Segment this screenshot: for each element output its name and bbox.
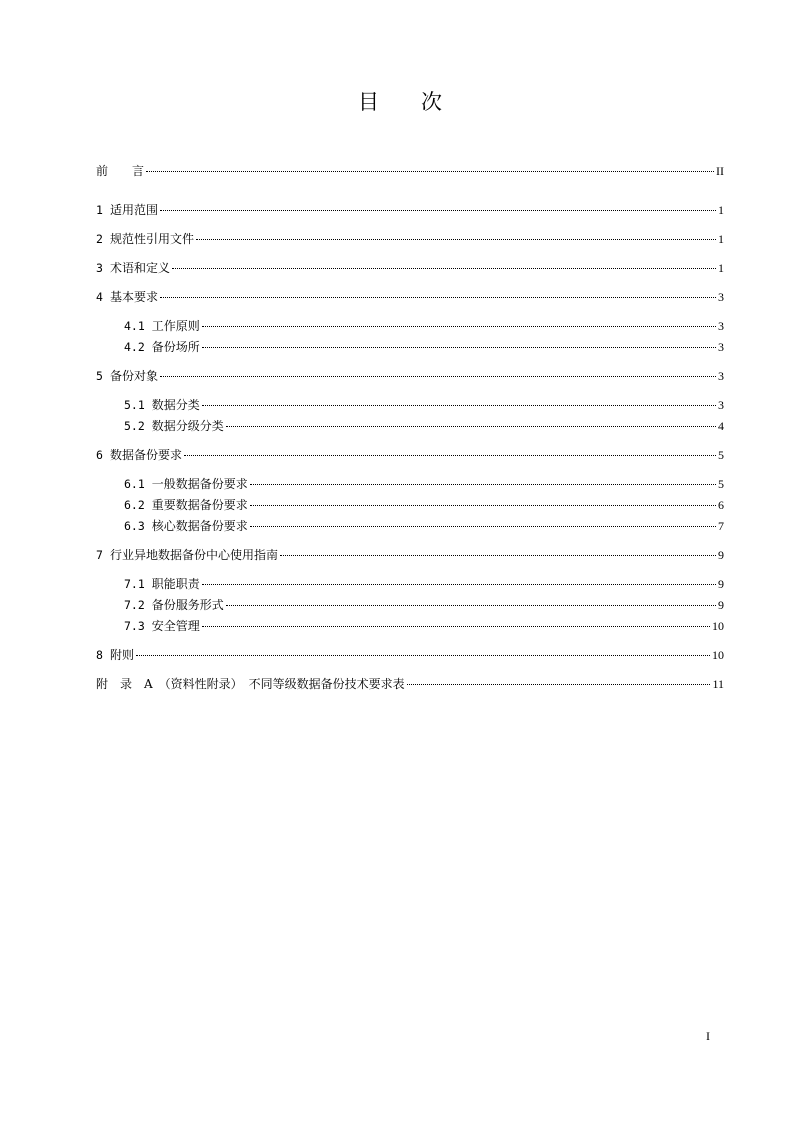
toc-entry-page: 3 [718, 319, 724, 333]
toc-entry-label: 行业异地数据备份中心使用指南 [109, 548, 278, 562]
dot-leader [160, 376, 716, 377]
toc-entry-label: 备份服务形式 [151, 598, 224, 612]
toc-entry-page: 10 [712, 648, 724, 662]
toc-entry-number: 6.1 [124, 477, 145, 491]
toc-entry-label: 数据分类 [151, 398, 200, 412]
dot-leader [226, 426, 716, 427]
toc-entry-page: 11 [712, 677, 724, 691]
toc-entry-page: 3 [718, 290, 724, 304]
dot-leader [250, 505, 716, 506]
dot-leader [160, 210, 716, 211]
toc-entry-number: 6.2 [124, 498, 145, 512]
title-char-1: 目 [358, 90, 379, 114]
toc-entry-label: 工作原则 [151, 319, 200, 333]
toc-entry-7[interactable] [96, 547, 724, 563]
toc-entry-label: 附 录 A （资料性附录） 不同等级数据备份技术要求表 [96, 677, 405, 691]
toc-entry-4[interactable] [96, 289, 724, 305]
toc-entry-label: 一般数据备份要求 [151, 477, 248, 491]
toc-entry-7-3[interactable] [124, 618, 724, 634]
toc-entry-number: 5.1 [124, 398, 145, 412]
toc-entry-label: 数据分级分类 [151, 419, 224, 433]
toc-entry-page: 9 [718, 598, 724, 612]
toc-entry-number: 5.2 [124, 419, 145, 433]
toc-entry-6-2[interactable] [124, 497, 724, 513]
toc-entry-page: 9 [718, 577, 724, 591]
toc-entry-2[interactable] [96, 231, 724, 247]
toc-entry-page: 3 [718, 398, 724, 412]
toc-entry-number: 3 [96, 261, 103, 275]
dot-leader [202, 326, 716, 327]
footer-page-number: I [706, 1029, 710, 1043]
dot-leader [146, 171, 714, 172]
toc-entry-label: 职能职责 [151, 577, 200, 591]
toc-entry-number: 4.2 [124, 340, 145, 354]
toc-entry-label: 术语和定义 [109, 261, 170, 275]
dot-leader [226, 605, 716, 606]
toc-entry-number: 6 [96, 448, 103, 462]
toc-entry-7-1[interactable] [124, 576, 724, 592]
toc-entry-foreword[interactable] [96, 163, 724, 179]
toc-entry-label: 备份对象 [109, 369, 158, 383]
dot-leader [202, 626, 710, 627]
toc-entry-page: 1 [718, 232, 724, 246]
dot-leader [250, 484, 716, 485]
dot-leader [407, 684, 711, 685]
toc-entry-label: 安全管理 [151, 619, 200, 633]
toc-entry-page: 9 [718, 548, 724, 562]
toc-entry-6[interactable] [96, 447, 724, 463]
toc-entry-number: 1 [96, 203, 103, 217]
toc-entry-label: 适用范围 [109, 203, 158, 217]
dot-leader [202, 584, 716, 585]
toc-entry-page: 1 [718, 261, 724, 275]
toc-entry-page: 5 [718, 448, 724, 462]
toc-entry-4-2[interactable] [124, 339, 724, 355]
toc-entry-6-3[interactable] [124, 518, 724, 534]
toc-entry-label: 前 言 [96, 164, 145, 178]
toc-entry-page: II [716, 164, 724, 178]
toc-entry-number: 7.2 [124, 598, 145, 612]
toc-entry-label: 基本要求 [109, 290, 158, 304]
toc-entry-number: 7.1 [124, 577, 145, 591]
dot-leader [196, 239, 716, 240]
toc-entry-number: 6.3 [124, 519, 145, 533]
toc-entry-page: 3 [718, 369, 724, 383]
toc-entry-page: 1 [718, 203, 724, 217]
toc-entry-page: 4 [718, 419, 724, 433]
toc-entry-4-1[interactable] [124, 318, 724, 334]
title-char-2: 次 [421, 90, 442, 114]
toc-entry-number: 5 [96, 369, 103, 383]
toc-entry-appendix-a[interactable] [96, 676, 724, 692]
toc-entry-number: 8 [96, 648, 103, 662]
toc-entry-number: 4.1 [124, 319, 145, 333]
toc-entry-label: 备份场所 [151, 340, 200, 354]
toc-entry-page: 7 [718, 519, 724, 533]
dot-leader [172, 268, 716, 269]
toc-entry-page: 10 [712, 619, 724, 633]
dot-leader [202, 405, 716, 406]
toc-entry-7-2[interactable] [124, 597, 724, 613]
toc-entry-number: 7 [96, 548, 103, 562]
toc-entry-label: 重要数据备份要求 [151, 498, 248, 512]
toc-entry-1[interactable] [96, 202, 724, 218]
dot-leader [280, 555, 716, 556]
toc-entry-page: 5 [718, 477, 724, 491]
dot-leader [250, 526, 716, 527]
toc-entry-number: 2 [96, 232, 103, 246]
dot-leader [136, 655, 710, 656]
toc-entry-5-1[interactable] [124, 397, 724, 413]
toc-entry-5-2[interactable] [124, 418, 724, 434]
toc-entry-label: 数据备份要求 [109, 448, 182, 462]
toc-entry-label: 附则 [109, 648, 134, 662]
toc-entry-6-1[interactable] [124, 476, 724, 492]
page-title [0, 86, 800, 116]
toc-entry-number: 4 [96, 290, 103, 304]
toc-entry-8[interactable] [96, 647, 724, 663]
toc-entry-page: 3 [718, 340, 724, 354]
dot-leader [160, 297, 716, 298]
toc-entry-5[interactable] [96, 368, 724, 384]
toc-entry-3[interactable] [96, 260, 724, 276]
toc-entry-number: 7.3 [124, 619, 145, 633]
dot-leader [184, 455, 716, 456]
toc-entry-label: 核心数据备份要求 [151, 519, 248, 533]
toc-entry-label: 规范性引用文件 [109, 232, 194, 246]
dot-leader [202, 347, 716, 348]
toc-entry-page: 6 [718, 498, 724, 512]
